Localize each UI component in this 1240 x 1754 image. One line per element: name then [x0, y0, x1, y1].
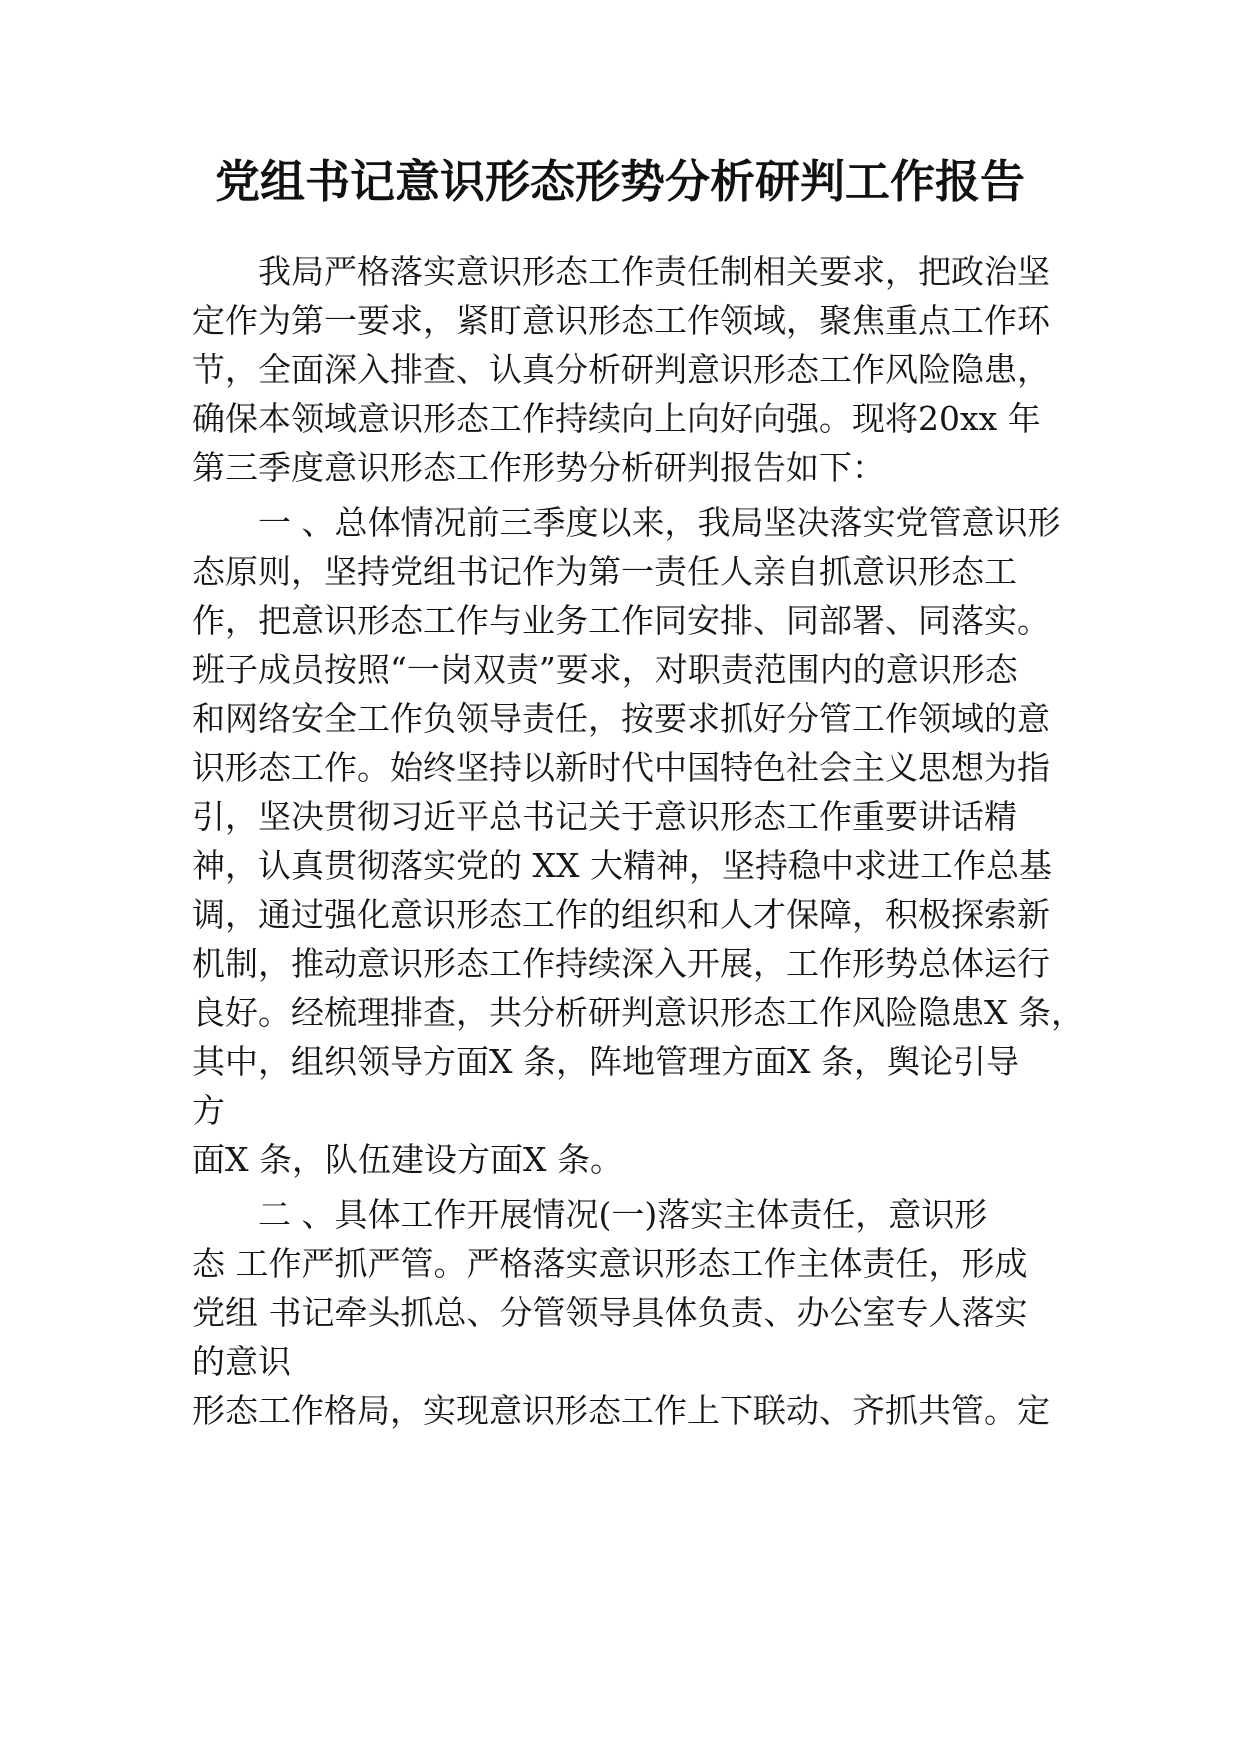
body-line: 识形态工作。始终坚持以新时代中国特色社会主义思想为指 [192, 748, 1050, 787]
body-line: 第三季度意识形态工作形势分析研判报告如下： [192, 448, 885, 487]
body-line: 和网络安全工作负领导责任，按要求抓好分管工作领域的意 [192, 699, 1050, 738]
body-line: 班子成员按照“一岗双责”要求，对职责范围内的意识形态 [192, 650, 1018, 689]
body-line: 定作为第一要求，紧盯意识形态工作领域，聚焦重点工作环 [192, 301, 1050, 340]
body-line: 确保本领域意识形态工作持续向上向好向强。现将20xx 年 [192, 399, 1041, 438]
body-line: 党组 书记牵头抓总、分管领导具体负责、办公室专人落实 [192, 1293, 1028, 1332]
body-line: 面X 条，队伍建设方面X 条。 [192, 1140, 623, 1179]
body-line: 我局严格落实意识形态工作责任制相关要求，把政治坚 [258, 252, 1050, 291]
body-line: 的意识 [192, 1342, 291, 1381]
body-line: 方 [192, 1091, 225, 1130]
body-line: 一 、总体情况前三季度以来，我局坚决落实党管意识形 [258, 503, 1061, 542]
body-line: 二 、具体工作开展情况(一)落实主体责任，意识形 [258, 1195, 988, 1234]
body-line: 引，坚决贯彻习近平总书记关于意识形态工作重要讲话精 [192, 797, 1017, 836]
body-line: 态 工作严抓严管。严格落实意识形态工作主体责任，形成 [192, 1244, 1028, 1283]
document-title: 党组书记意识形态形势分析研判工作报告 [214, 155, 1025, 208]
body-line: 作，把意识形态工作与业务工作同安排、同部署、同落实。 [192, 601, 1050, 640]
body-line: 其中，组织领导方面X 条，阵地管理方面X 条，舆论引导 [192, 1042, 1019, 1081]
body-line: 态原则，坚持党组书记作为第一责任人亲自抓意识形态工 [192, 552, 1017, 591]
body-line: 机制，推动意识形态工作持续深入开展，工作形势总体运行 [192, 944, 1050, 983]
body-line: 神，认真贯彻落实党的 XX 大精神，坚持稳中求进工作总基 [192, 846, 1052, 885]
body-line: 调，通过强化意识形态工作的组织和人才保障，积极探索新 [192, 895, 1050, 934]
body-line: 良好。经梳理排查，共分析研判意识形态工作风险隐患X 条， [192, 993, 1084, 1032]
body-line: 节，全面深入排查、认真分析研判意识形态工作风险隐患， [192, 350, 1050, 389]
body-line: 形态工作格局，实现意识形态工作上下联动、齐抓共管。定 [192, 1391, 1050, 1430]
